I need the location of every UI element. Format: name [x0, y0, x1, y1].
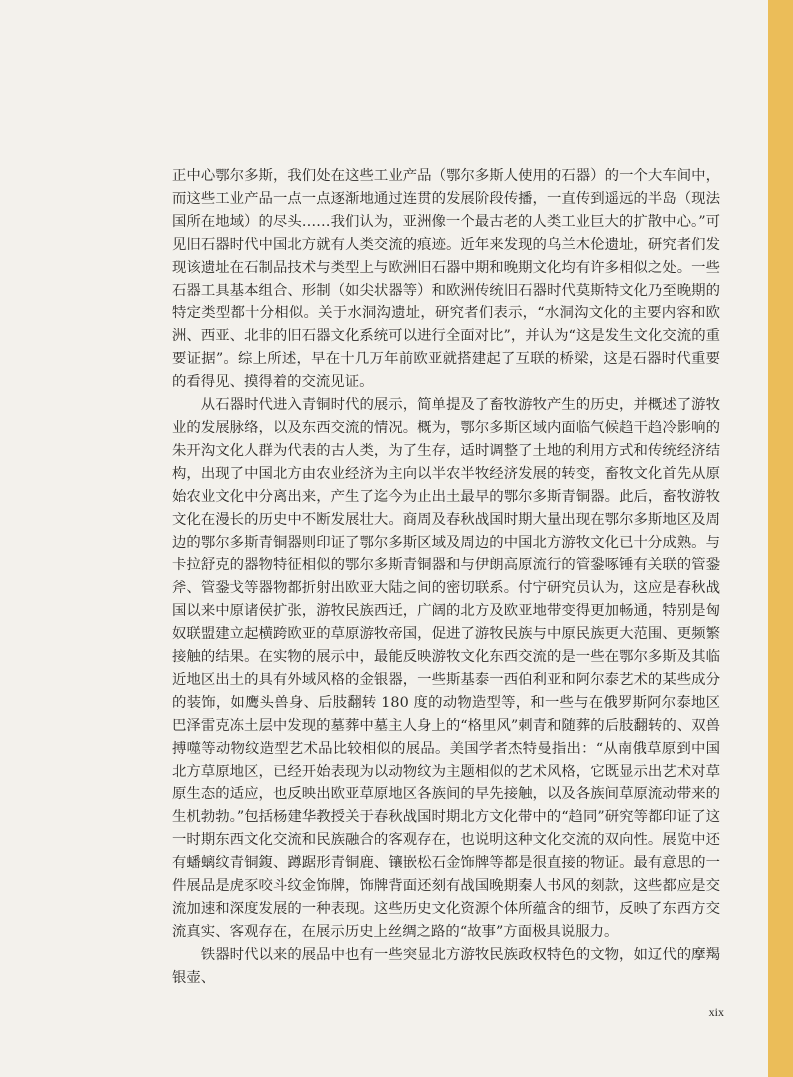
body-text — [172, 165, 720, 990]
paragraph-3: 铁器时代以来的展品中也有一些突显北方游牧民族政权特色的文物，如辽代的摩羯银壶、 — [172, 946, 720, 986]
paragraph-2: 从石器时代进入青铜时代的展示，简单提及了畜牧游牧产生的历史，并概述了游牧业的发展脉络，以及东西交流的情况。概为，鄂尔多斯区域内面临气候趋干趋冷影响的朱开沟文化人群为代表的古人类，为了生存，适时调整了土地的利用方式和传统经济结构，出现了中国北方由农业经济为主向以半农半牧经济发展的转变，畜牧文化首先从原始农业文化中分离出来，产生了迄今为止出土最早的鄂尔多斯青铜器。此后，畜牧游牧文化在漫长的历史中不断发展壮大。商周及春秋战国时期大量出现在鄂尔多斯地区及周边的鄂尔多斯青铜器则印证了鄂尔多斯区域及周边的中国北方游牧文化已十分成熟。与卡拉舒克的器物特征相似的鄂尔多斯青铜器和与伊朗高原流行的管銎啄锤有关联的管銎斧、管銎戈等器物都折射出欧亚大陆之间的密切联系。付宁研究员认为，这应是春秋战国以来中原诸侯扩张，游牧民族西迁，广阔的北方及欧亚地带变得更加畅通，特别是匈奴联盟建立起横跨欧亚的草原游牧帝国，促进了游牧民族与中原民族更大范围、更频繁接触的结果。在实物的展示中，最能反映游牧文化东西交流的是一些在鄂尔多斯及其临近地区出土的具有外域风格的金银器，一些斯基泰一西伯利亚和阿尔泰艺术的某些成分的装饰，如鹰头兽身、后肢翻转 180 度的动物造型等，和一些与在俄罗斯阿尔泰地区巴泽雷克冻土层中发现的墓葬中墓主人身上的“格里风”刺青和随葬的后肢翻转的、双兽搏噬等动物纹造型艺术品比较相似的展品。美国学者杰特曼指出：“从南俄草原到中国北方草原地区，已经开始表现为以动物纹为主题相似的艺术风格，它既显示出艺术对草原生态的适应，也反映出欧亚草原地区各族间的早先接触，以及各族间草原流动带来的生机勃勃。”包括杨建华教授关于春秋战国时期北方文化带中的“趋同”研究等都印证了这一时期东西文化交流和民族融合的客观存在，也说明这种文化交流的双向性。展览中还有蟠螭纹青铜鍑、蹲踞形青铜鹿、镶嵌松石金饰牌等都是很直接的物证。最有意思的一件展品是虎豕咬斗纹金饰牌，饰牌背面还刻有战国晚期秦人书风的刻款，这些都应是交流加速和深度发展的一种表现。这些历史文化资源个体所蕴含的细节，反映了东西方交流真实、客观存在，在展示历史上丝绸之路的“故事”方面极具说服力。 — [172, 397, 720, 940]
page-number: xix — [708, 1005, 724, 1019]
paragraph-1: 正中心鄂尔多斯，我们处在这些工业产品（鄂尔多斯人使用的石器）的一个大车间中，而这些工业产品一点一点逐渐地通过连贯的发展阶段传播，一直传到遥远的半岛（现法国所在地域）的尽头……我们认为，亚洲像一个最古老的人类工业巨大的扩散中心。”可见旧石器时代中国北方就有人类交流的痕迹。近年来发现的乌兰木伦遗址，研究者们发现该遗址在石制品技术与类型上与欧洲旧石器中期和晚期文化均有许多相似之处。一些石器工具基本组合、形制（如尖状器等）和欧洲传统旧石器时代莫斯特文化乃至晚期的特定类型都十分相似。关于水洞沟遗址，研究者们表示，“水洞沟文化的主要内容和欧洲、西亚、北非的旧石器文化系统可以进行全面对比”，并认为“这是发生文化交流的重要证据”。综上所述，早在十几万年前欧亚就搭建起了互联的桥梁，这是石器时代重要的看得见、摸得着的交流见证。 — [172, 168, 720, 391]
page-edge-strip — [768, 0, 793, 1077]
